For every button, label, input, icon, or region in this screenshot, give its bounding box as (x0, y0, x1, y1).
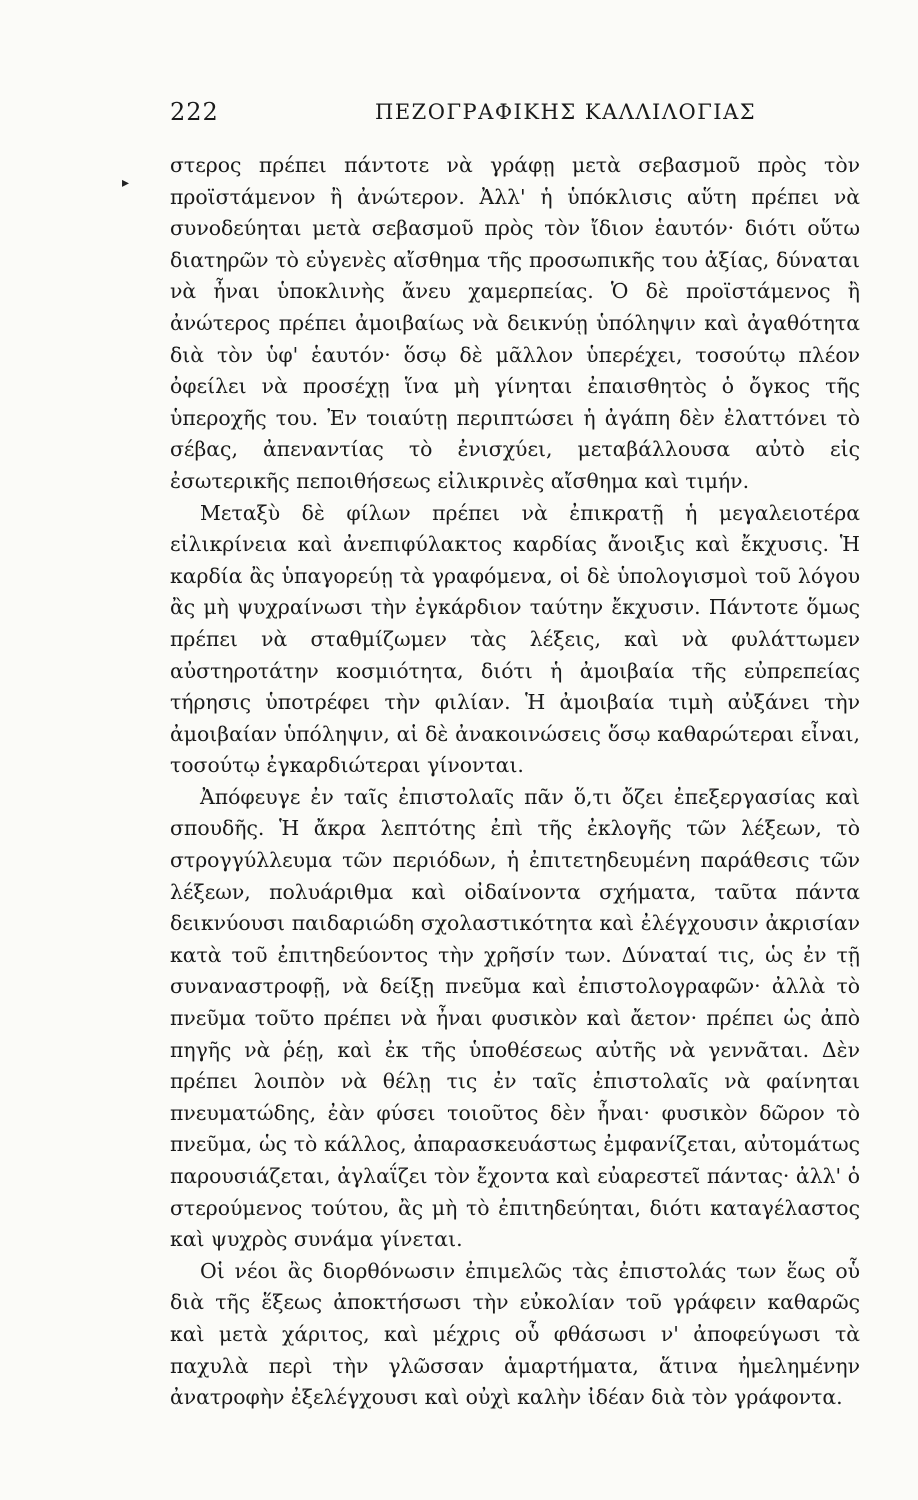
page-number: 222 (170, 98, 219, 126)
paragraph-4: Οἱ νέοι ἂς διορθόνωσιν ἐπιμελῶς τὰς ἐπιστολάς των ἕως οὗ διὰ τῆς ἕξεως ἀποκτήσωσι τὴν εὐκολίαν τοῦ γράφειν καθαρῶς καὶ μετὰ χάριτος, καὶ μέχρις οὗ φθάσωσι ν' ἀποφεύγωσι τὰ παχυλὰ περὶ τὴν γλῶσσαν ἁμαρτήματα, ἅτινα ἠμελημένην ἀνατροφὴν ἐξελέγχουσι καὶ οὐχὶ καλὴν ἰδέαν διὰ τὸν γράφοντα. (170, 1258, 860, 1410)
page-header (170, 98, 860, 134)
paragraph-2: Μεταξὺ δὲ φίλων πρέπει νὰ ἐπικρατῇ ἡ μεγαλειοτέρα εἰλικρίνεια καὶ ἀνεπιφύλακτος καρδίας ἄνοιξις καὶ ἔκχυσις. Ἡ καρδία ἂς ὑπαγορεύῃ τὰ γραφόμενα, οἱ δὲ ὑπολογισμοὶ τοῦ λόγου ἂς μὴ ψυχραίνωσι τὴν ἐγκάρδιον ταύτην ἔκχυσιν. Πάντοτε ὅμως πρέπει νὰ σταθμίζωμεν τὰς λέξεις, καὶ νὰ φυλάττωμεν αὐστηροτάτην κοσμιότητα, διότι ἡ ἀμοιβαία τῆς εὐπρεπείας τήρησις ὑποτρέφει τὴν φιλίαν. Ἡ ἀμοιβαία τιμὴ αὐξάνει τὴν ἀμοιβαίαν ὑπόληψιν, αἱ δὲ ἀνακοινώσεις ὅσῳ καθαρώτεραι εἶναι, τοσούτῳ ἐγκαρδιώτεραι γίνονται. (170, 500, 860, 778)
running-head: ΠΕΖΟΓΡΑΦΙΚΗΣ ΚΑΛΛΙΛΟΓΙΑΣ (375, 100, 757, 124)
body-text (170, 150, 860, 1414)
margin-mark-icon: ▸ (122, 175, 130, 191)
paragraph-3: Ἀπόφευγε ἐν ταῖς ἐπιστολαῖς πᾶν ὅ,τι ὄζει ἐπεξεργασίας καὶ σπουδῆς. Ἡ ἄκρα λεπτότης ἐπὶ τῆς ἐκλογῆς τῶν λέξεων, τὸ στρογγύλλευμα τῶν περιόδων, ἡ ἐπιτετηδευμένη παράθεσις τῶν λέξεων, πολυάριθμα καὶ οἰδαίνοντα σχήματα, ταῦτα πάντα δεικνύουσι παιδαριώδη σχολαστικότητα καὶ ἐλέγχουσιν ἀκρισίαν κατὰ τοῦ ἐπιτηδεύοντος τὴν χρῆσίν των. Δύναταί τις, ὡς ἐν τῇ συναναστροφῇ, νὰ δείξῃ πνεῦμα καὶ ἐπιστολογραφῶν· ἀλλὰ τὸ πνεῦμα τοῦτο πρέπει νὰ ἦναι φυσικὸν καὶ ἄετον· πρέπει ὡς ἀπὸ πηγῆς νὰ ῥέῃ, καὶ ἐκ τῆς ὑποθέσεως αὐτῆς νὰ γεννᾶται. Δὲν πρέπει λοιπὸν νὰ θέλῃ τις ἐν ταῖς ἐπιστολαῖς νὰ φαίνηται πνευματώδης, ἐὰν φύσει τοιοῦτος δὲν ἦναι· φυσικὸν δῶρον τὸ πνεῦμα, ὡς τὸ κάλλος, ἀπαρασκευάστως ἐμφανίζεται, αὐτομάτως παρουσιάζεται, ἀγλαΐζει τὸν ἔχοντα καὶ εὐαρεστεῖ πάντας· ἀλλ' ὁ στερούμενος τούτου, ἂς μὴ τὸ ἐπιτηδεύηται, διότι καταγέλαστος καὶ ψυχρὸς συνάμα γίνεται. (170, 784, 860, 1252)
paragraph-1: στερος πρέπει πάντοτε νὰ γράφῃ μετὰ σεβασμοῦ πρὸς τὸν προϊστάμενον ἢ ἀνώτερον. Ἀλλ' ἡ ὑπόκλισις αὕτη πρέπει νὰ συνοδεύηται μετὰ σεβασμοῦ πρὸς τὸν ἴδιον ἑαυτόν· διότι οὕτω διατηρῶν τὸ εὐγενὲς αἴσθημα τῆς προσωπικῆς του ἀξίας, δύναται νὰ ἦναι ὑποκλινὴς ἄνευ χαμερπείας. Ὁ δὲ προϊστάμενος ἢ ἀνώτερος πρέπει ἀμοιβαίως νὰ δεικνύῃ ὑπόληψιν καὶ ἀγαθότητα διὰ τὸν ὑφ' ἑαυτόν· ὅσῳ δὲ μᾶλλον ὑπερέχει, τοσούτῳ πλέον ὀφείλει νὰ προσέχῃ ἵνα μὴ γίνηται ἐπαισθητὸς ὁ ὄγκος τῆς ὑπεροχῆς του. Ἐν τοιαύτῃ περιπτώσει ἡ ἀγάπη δὲν ἐλαττόνει τὸ σέβας, ἀπεναντίας τὸ ἐνισχύει, μεταβάλλουσα αὐτὸ εἰς ἐσωτερικῆς πεποιθήσεως εἰλικρινὲς αἴσθημα καὶ τιμήν. (170, 153, 860, 493)
